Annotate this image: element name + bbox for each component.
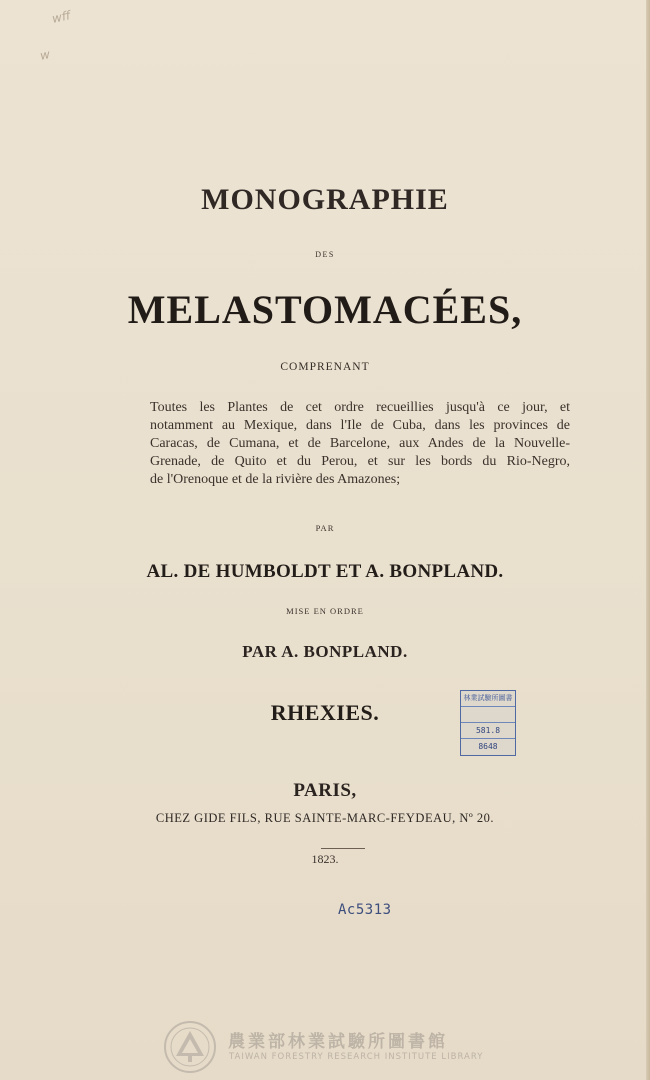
stamp-header: 林業試驗所圖書	[461, 691, 515, 707]
pencil-mark: w	[38, 47, 52, 63]
description-line: Toutes les Plantes de cet ordre recueillies jusqu'à ce jour, et	[150, 400, 570, 415]
divider-rule	[321, 848, 365, 849]
library-name-english: TAIWAN FORESTRY RESEARCH INSTITUTE LIBRARY	[229, 1052, 484, 1062]
page-edge	[646, 0, 650, 1080]
pencil-mark: wff	[50, 8, 72, 26]
publisher: CHEZ GIDE FILS, RUE SAINTE-MARC-FEYDEAU, Nº 20.	[155, 811, 495, 825]
city: PARIS,	[293, 780, 357, 801]
stamp-row	[461, 707, 515, 723]
arranged-by: PAR A. BONPLAND.	[242, 642, 408, 661]
library-stamp	[460, 690, 516, 756]
library-logo-icon	[163, 1020, 217, 1074]
section-title: RHEXIES.	[270, 700, 380, 725]
par-label: PAR	[315, 523, 335, 533]
call-number: Ac5313	[338, 902, 392, 918]
stamp-classification: 581.8	[461, 723, 515, 739]
publication-year: 1823.	[311, 852, 339, 866]
description-line: Grenade, de Quito et du Perou, et sur les bords du Rio-Negro,	[150, 454, 570, 469]
description-paragraph	[150, 399, 570, 489]
mise-en-ordre: MISE EN ORDRE	[286, 606, 364, 616]
subtitle-comprenant: COMPRENANT	[280, 361, 370, 373]
authors: AL. DE HUMBOLDT ET A. BONPLAND.	[146, 561, 504, 582]
title-monographie: MONOGRAPHIE	[201, 183, 449, 216]
main-title: MELASTOMACÉES,	[127, 287, 523, 332]
description-line: notamment au Mexique, dans l'Ile de Cuba, dans les provinces de	[150, 418, 570, 433]
description-line: Caracas, de Cumana, et de Barcelone, aux Andes de la Nouvelle-	[150, 436, 570, 451]
stamp-accession: 8648	[478, 742, 498, 751]
description-line: de l'Orenoque et de la rivière des Amazones;	[150, 472, 401, 487]
title-des: DES	[315, 250, 335, 259]
library-name-chinese: 農業部林業試驗所圖書館	[228, 1032, 448, 1052]
